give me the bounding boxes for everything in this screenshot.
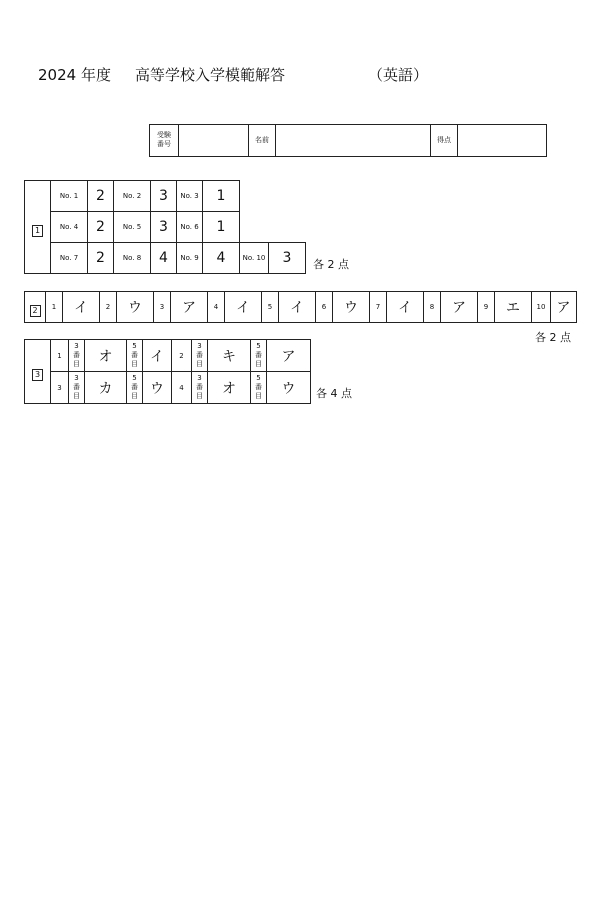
answer-cell: イ [143,340,172,372]
section3-table [24,339,311,404]
position-char: 目 [73,391,80,400]
exam-number-field[interactable] [179,125,249,157]
section1-number: 1 [32,225,43,237]
question-number: 3 [154,292,171,323]
question-number: 10 [532,292,551,323]
question-number: 1 [51,340,69,372]
question-number: No. 1 [51,181,88,212]
position-char: 目 [131,391,138,400]
answer-cell: ア [171,292,208,323]
section3-label-cell [25,340,51,404]
position-digit: 5 [132,373,137,382]
position-char: 目 [73,359,80,368]
answer-cell: 2 [88,181,114,212]
answer-cell: カ [85,372,127,404]
position-char: 目 [255,391,262,400]
position-digit: 3 [74,341,79,350]
question-number: No. 4 [51,212,88,243]
exam-number-label [150,125,179,157]
answer-cell: 1 [203,212,240,243]
section3-number: 3 [32,369,43,381]
header-subject: （英語） [368,66,429,84]
question-number: No. 3 [177,181,203,212]
position-digit: 5 [256,373,261,382]
position-char: 番 [255,382,262,391]
exam-number-label-line2: 番号 [157,140,171,148]
position-label [192,372,208,404]
question-number: 8 [424,292,441,323]
answer-cell: 3 [151,181,177,212]
section1-points: 各 2 点 [313,258,349,271]
answer-cell: ウ [267,372,311,404]
position-digit: 5 [256,341,261,350]
position-digit: 5 [132,341,137,350]
answer-cell: 3 [269,243,306,274]
answer-cell: ウ [333,292,370,323]
question-number: No. 10 [240,243,269,274]
question-number: 5 [262,292,279,323]
question-number: 2 [172,340,192,372]
question-number: 4 [208,292,225,323]
question-number: No. 7 [51,243,88,274]
position-label [127,340,143,372]
position-label [251,372,267,404]
position-char: 目 [131,359,138,368]
question-number: No. 5 [114,212,151,243]
position-digit: 3 [197,373,202,382]
question-number: No. 2 [114,181,151,212]
question-number: 2 [100,292,117,323]
answer-cell: 2 [88,212,114,243]
position-label [69,372,85,404]
section1-table [24,180,306,274]
score-field[interactable] [458,125,547,157]
answer-cell: ア [441,292,478,323]
question-number: 1 [46,292,63,323]
question-number: No. 6 [177,212,203,243]
answer-cell: 1 [203,181,240,212]
question-number: 9 [478,292,495,323]
position-char: 番 [255,350,262,359]
position-char: 番 [131,382,138,391]
question-number: No. 9 [177,243,203,274]
name-label: 名前 [249,125,276,157]
answer-cell: 3 [151,212,177,243]
answer-cell: イ [279,292,316,323]
position-char: 番 [196,350,203,359]
position-char: 番 [73,350,80,359]
header-year: 2024 年度 [38,66,111,84]
position-digit: 3 [197,341,202,350]
section3-points: 各 4 点 [316,387,352,400]
position-char: 目 [196,391,203,400]
answer-cell: ア [267,340,311,372]
position-label [69,340,85,372]
position-char: 目 [255,359,262,368]
question-number: 3 [51,372,69,404]
section2-points: 各 2 点 [535,331,571,344]
question-number: 7 [370,292,387,323]
question-number: 6 [316,292,333,323]
position-char: 番 [131,350,138,359]
answer-cell: ウ [117,292,154,323]
question-number: 4 [172,372,192,404]
section2-label-cell [25,292,46,323]
position-label [251,340,267,372]
position-label [127,372,143,404]
answer-cell: オ [208,372,251,404]
answer-cell: ア [551,292,577,323]
section2-number: 2 [30,305,41,317]
answer-cell: 2 [88,243,114,274]
answer-cell: オ [85,340,127,372]
answer-cell: エ [495,292,532,323]
position-char: 目 [196,359,203,368]
answer-cell: イ [63,292,100,323]
position-label [192,340,208,372]
exam-number-label-line1: 受験 [157,131,171,139]
header-title: 高等学校入学模範解答 [135,66,286,84]
info-table [149,124,547,157]
name-field[interactable] [276,125,431,157]
answer-cell: イ [225,292,262,323]
position-char: 番 [196,382,203,391]
answer-cell: ウ [143,372,172,404]
score-label: 得点 [431,125,458,157]
answer-cell: キ [208,340,251,372]
position-char: 番 [73,382,80,391]
question-number: No. 8 [114,243,151,274]
section1-label-cell [25,181,51,274]
answer-cell: 4 [151,243,177,274]
answer-cell: 4 [203,243,240,274]
position-digit: 3 [74,373,79,382]
answer-cell: イ [387,292,424,323]
section2-table [24,291,577,323]
